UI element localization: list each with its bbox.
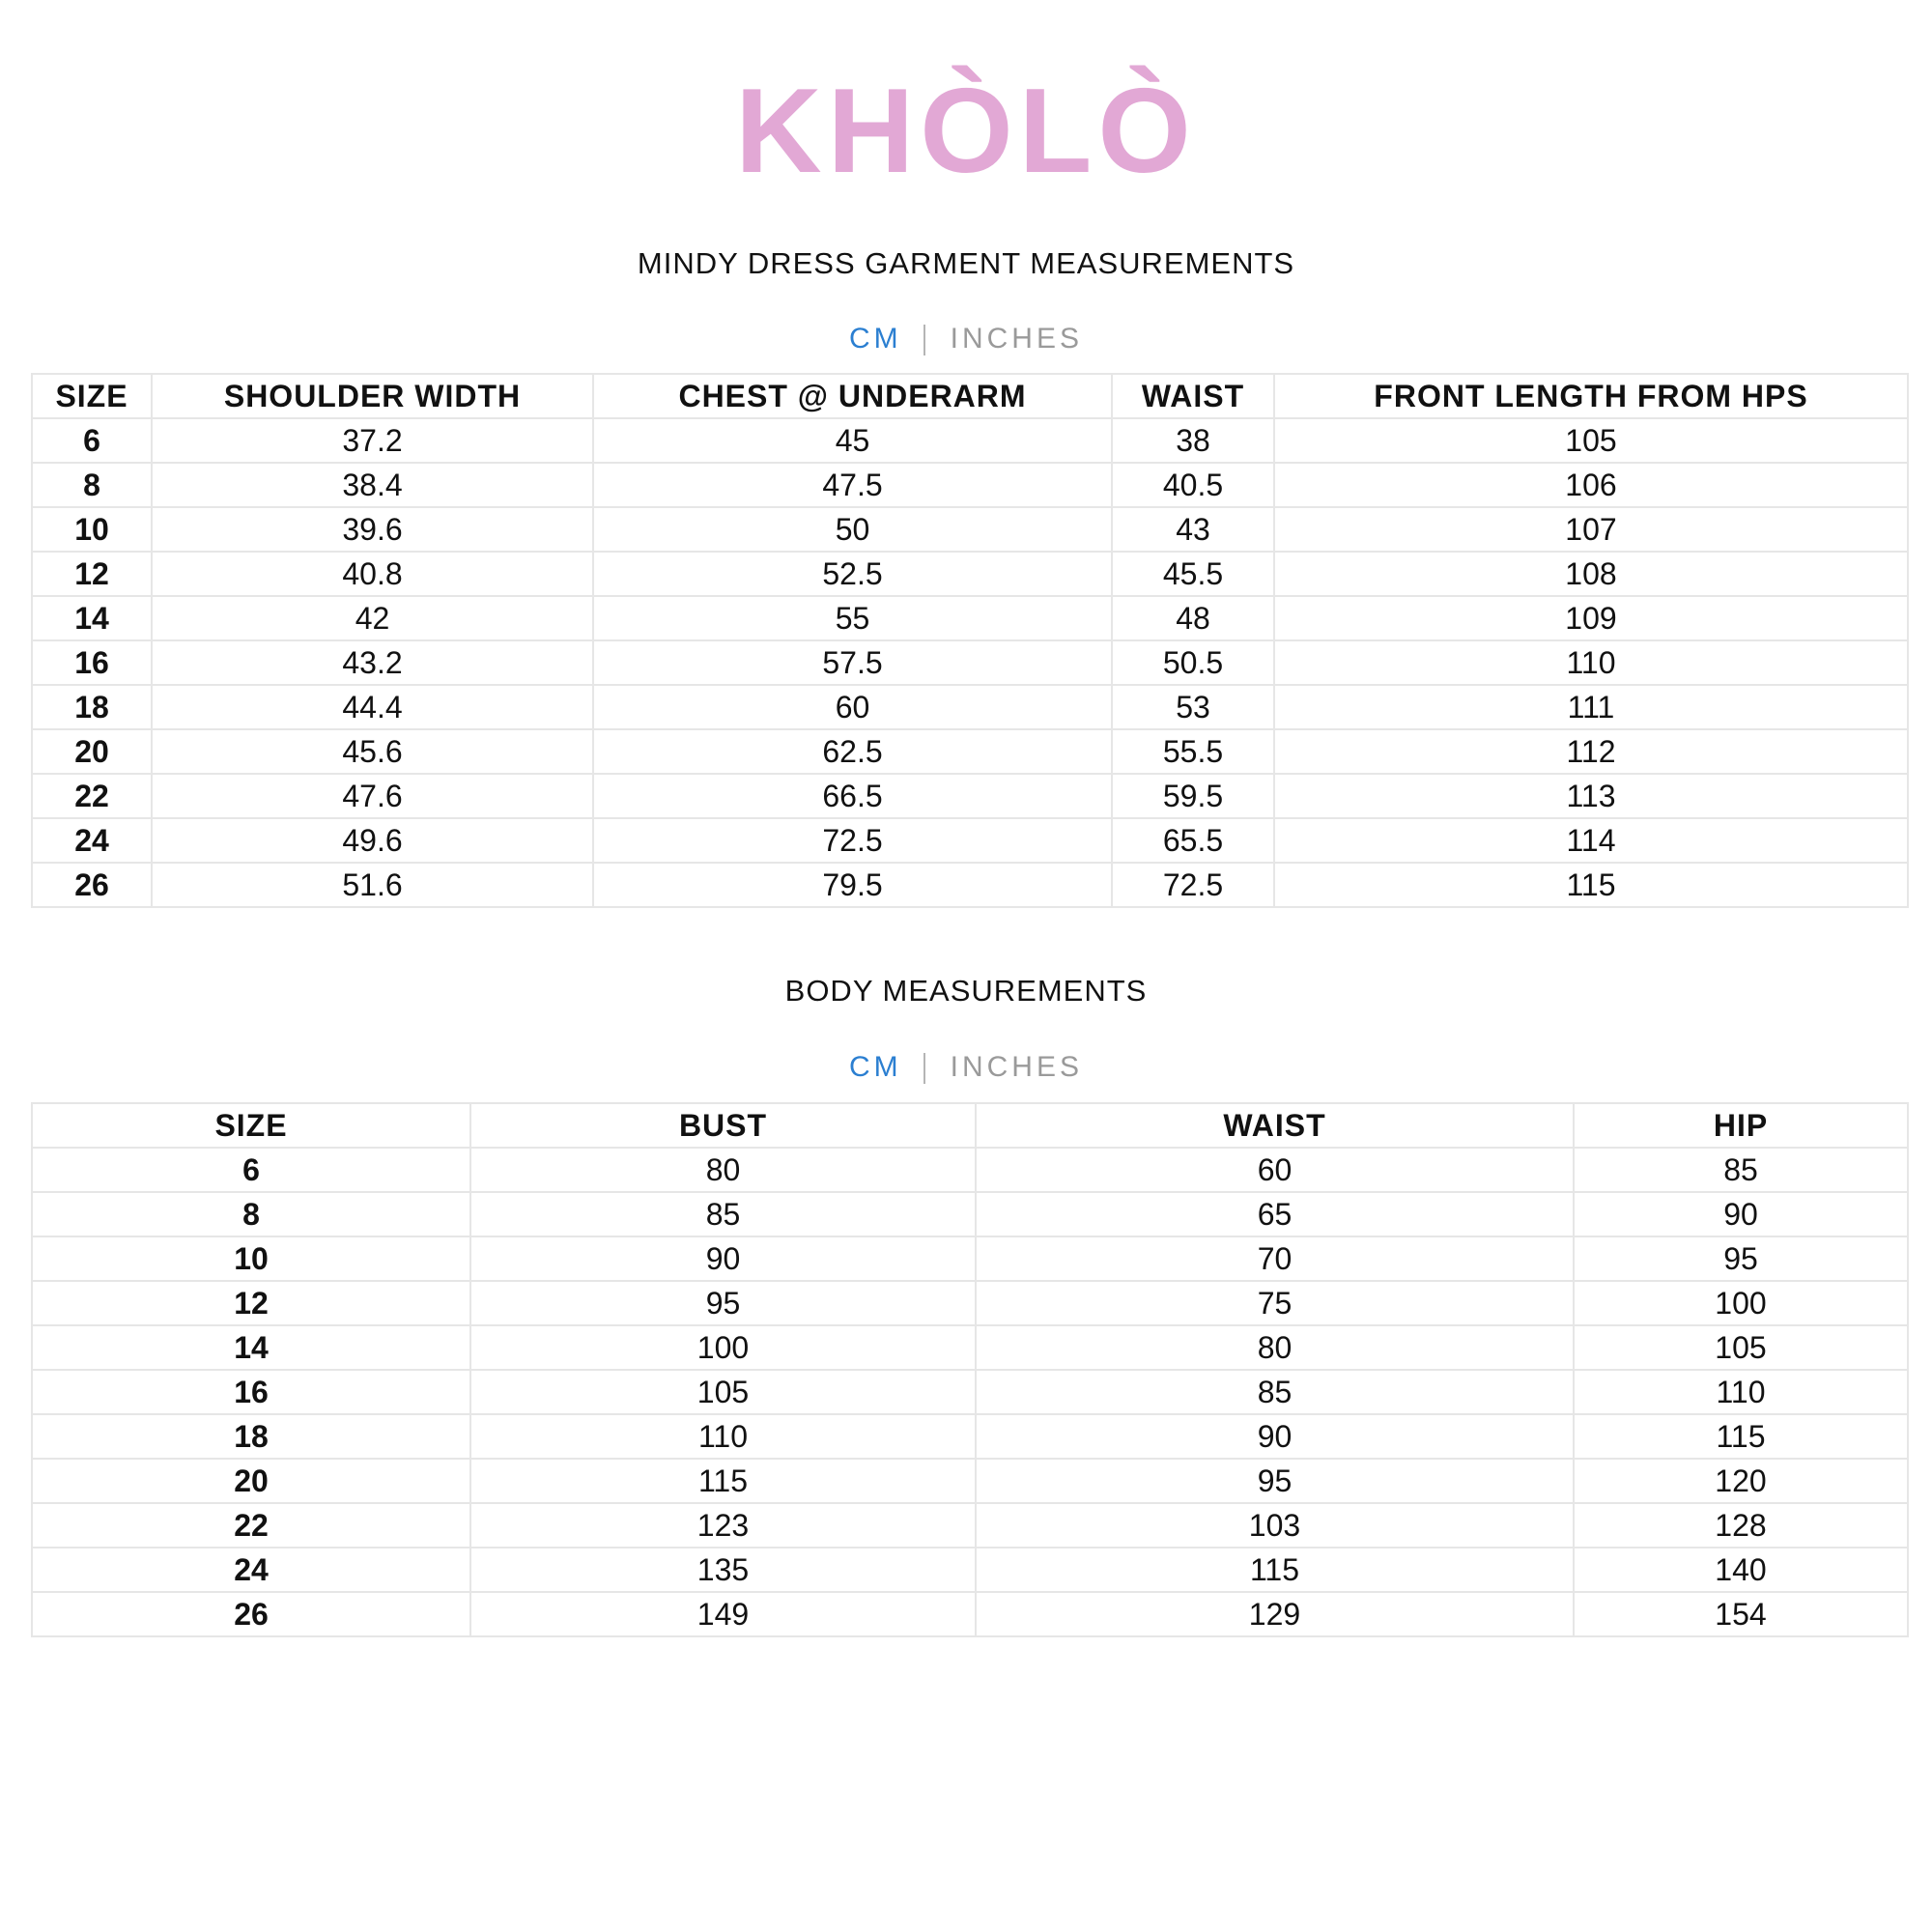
measurement-cell: 110 bbox=[470, 1414, 976, 1459]
measurement-cell: 38 bbox=[1112, 418, 1274, 463]
column-header: SIZE bbox=[32, 374, 152, 418]
measurement-cell: 154 bbox=[1574, 1592, 1908, 1636]
measurement-cell: 66.5 bbox=[593, 774, 1112, 818]
size-cell: 10 bbox=[32, 1236, 470, 1281]
measurement-cell: 50 bbox=[593, 507, 1112, 552]
table-row bbox=[32, 1548, 1908, 1592]
measurement-cell: 72.5 bbox=[1112, 863, 1274, 907]
measurement-cell: 52.5 bbox=[593, 552, 1112, 596]
measurement-cell: 39.6 bbox=[152, 507, 593, 552]
measurement-cell: 85 bbox=[470, 1192, 976, 1236]
measurement-cell: 55.5 bbox=[1112, 729, 1274, 774]
measurement-cell: 43.2 bbox=[152, 640, 593, 685]
measurement-cell: 105 bbox=[1274, 418, 1908, 463]
measurement-cell: 105 bbox=[470, 1370, 976, 1414]
measurement-cell: 95 bbox=[1574, 1236, 1908, 1281]
size-cell: 26 bbox=[32, 1592, 470, 1636]
table-row bbox=[32, 418, 1908, 463]
table-row bbox=[32, 1370, 1908, 1414]
table-row bbox=[32, 1192, 1908, 1236]
table-row bbox=[32, 863, 1908, 907]
size-cell: 22 bbox=[32, 774, 152, 818]
table-row bbox=[32, 685, 1908, 729]
measurement-cell: 115 bbox=[976, 1548, 1574, 1592]
measurement-cell: 95 bbox=[470, 1281, 976, 1325]
measurement-cell: 85 bbox=[1574, 1148, 1908, 1192]
measurement-cell: 51.6 bbox=[152, 863, 593, 907]
measurement-cell: 106 bbox=[1274, 463, 1908, 507]
unit-divider bbox=[923, 325, 925, 355]
measurement-cell: 129 bbox=[976, 1592, 1574, 1636]
measurement-cell: 90 bbox=[470, 1236, 976, 1281]
table-row bbox=[32, 729, 1908, 774]
measurement-cell: 57.5 bbox=[593, 640, 1112, 685]
table-row bbox=[32, 552, 1908, 596]
measurement-cell: 112 bbox=[1274, 729, 1908, 774]
measurement-cell: 100 bbox=[1574, 1281, 1908, 1325]
measurement-cell: 95 bbox=[976, 1459, 1574, 1503]
measurement-cell: 59.5 bbox=[1112, 774, 1274, 818]
measurement-cell: 79.5 bbox=[593, 863, 1112, 907]
measurement-cell: 90 bbox=[1574, 1192, 1908, 1236]
column-header: WAIST bbox=[976, 1103, 1574, 1148]
measurement-cell: 128 bbox=[1574, 1503, 1908, 1548]
size-cell: 6 bbox=[32, 418, 152, 463]
measurement-cell: 115 bbox=[470, 1459, 976, 1503]
size-cell: 24 bbox=[32, 1548, 470, 1592]
table-row bbox=[32, 1281, 1908, 1325]
measurement-cell: 60 bbox=[593, 685, 1112, 729]
measurement-cell: 45 bbox=[593, 418, 1112, 463]
column-header: BUST bbox=[470, 1103, 976, 1148]
measurement-cell: 37.2 bbox=[152, 418, 593, 463]
measurement-cell: 53 bbox=[1112, 685, 1274, 729]
measurement-cell: 45.5 bbox=[1112, 552, 1274, 596]
measurement-cell: 80 bbox=[470, 1148, 976, 1192]
size-cell: 6 bbox=[32, 1148, 470, 1192]
measurement-cell: 113 bbox=[1274, 774, 1908, 818]
garment-unit-inches[interactable]: INCHES bbox=[950, 323, 1083, 355]
measurement-cell: 100 bbox=[470, 1325, 976, 1370]
body-unit-inches[interactable]: INCHES bbox=[950, 1051, 1083, 1083]
size-cell: 16 bbox=[32, 1370, 470, 1414]
column-header: WAIST bbox=[1112, 374, 1274, 418]
size-cell: 12 bbox=[32, 1281, 470, 1325]
body-measurements-table bbox=[31, 1102, 1909, 1637]
table-row bbox=[32, 507, 1908, 552]
measurement-cell: 62.5 bbox=[593, 729, 1112, 774]
measurement-cell: 85 bbox=[976, 1370, 1574, 1414]
measurement-cell: 65.5 bbox=[1112, 818, 1274, 863]
size-cell: 16 bbox=[32, 640, 152, 685]
size-cell: 12 bbox=[32, 552, 152, 596]
table-row bbox=[32, 1503, 1908, 1548]
body-measurements-title: BODY MEASUREMENTS bbox=[784, 974, 1148, 1008]
measurement-cell: 43 bbox=[1112, 507, 1274, 552]
brand-logo: KHÒLÒ bbox=[735, 65, 1197, 198]
table-row bbox=[32, 774, 1908, 818]
measurement-cell: 60 bbox=[976, 1148, 1574, 1192]
measurement-cell: 65 bbox=[976, 1192, 1574, 1236]
size-cell: 22 bbox=[32, 1503, 470, 1548]
measurement-cell: 40.8 bbox=[152, 552, 593, 596]
table-header-row bbox=[32, 374, 1908, 418]
size-cell: 18 bbox=[32, 685, 152, 729]
table-row bbox=[32, 1325, 1908, 1370]
size-cell: 26 bbox=[32, 863, 152, 907]
table-header-row bbox=[32, 1103, 1908, 1148]
garment-unit-cm[interactable]: CM bbox=[848, 323, 902, 355]
size-cell: 20 bbox=[32, 729, 152, 774]
column-header: FRONT LENGTH FROM HPS bbox=[1274, 374, 1908, 418]
table-row bbox=[32, 1459, 1908, 1503]
measurement-cell: 47.6 bbox=[152, 774, 593, 818]
measurement-cell: 120 bbox=[1574, 1459, 1908, 1503]
table-row bbox=[32, 1236, 1908, 1281]
measurement-cell: 55 bbox=[593, 596, 1112, 640]
size-cell: 14 bbox=[32, 596, 152, 640]
measurement-cell: 149 bbox=[470, 1592, 976, 1636]
measurement-cell: 115 bbox=[1574, 1414, 1908, 1459]
measurement-cell: 103 bbox=[976, 1503, 1574, 1548]
column-header: HIP bbox=[1574, 1103, 1908, 1148]
body-unit-toggle bbox=[0, 1051, 1932, 1084]
measurement-cell: 80 bbox=[976, 1325, 1574, 1370]
garment-measurements-table bbox=[31, 373, 1909, 908]
table-row bbox=[32, 463, 1908, 507]
size-cell: 8 bbox=[32, 463, 152, 507]
measurement-cell: 107 bbox=[1274, 507, 1908, 552]
measurement-cell: 140 bbox=[1574, 1548, 1908, 1592]
measurement-cell: 75 bbox=[976, 1281, 1574, 1325]
column-header: SIZE bbox=[32, 1103, 470, 1148]
body-unit-cm[interactable]: CM bbox=[848, 1051, 902, 1083]
measurement-cell: 38.4 bbox=[152, 463, 593, 507]
measurement-cell: 115 bbox=[1274, 863, 1908, 907]
measurement-cell: 44.4 bbox=[152, 685, 593, 729]
measurement-cell: 109 bbox=[1274, 596, 1908, 640]
column-header: SHOULDER WIDTH bbox=[152, 374, 593, 418]
measurement-cell: 105 bbox=[1574, 1325, 1908, 1370]
table-row bbox=[32, 1414, 1908, 1459]
measurement-cell: 135 bbox=[470, 1548, 976, 1592]
measurement-cell: 111 bbox=[1274, 685, 1908, 729]
size-cell: 18 bbox=[32, 1414, 470, 1459]
measurement-cell: 50.5 bbox=[1112, 640, 1274, 685]
garment-unit-toggle bbox=[0, 323, 1932, 355]
measurement-cell: 45.6 bbox=[152, 729, 593, 774]
measurement-cell: 70 bbox=[976, 1236, 1574, 1281]
size-cell: 14 bbox=[32, 1325, 470, 1370]
measurement-cell: 72.5 bbox=[593, 818, 1112, 863]
size-cell: 24 bbox=[32, 818, 152, 863]
table-row bbox=[32, 596, 1908, 640]
garment-measurements-title: MINDY DRESS GARMENT MEASUREMENTS bbox=[637, 246, 1295, 280]
measurement-cell: 40.5 bbox=[1112, 463, 1274, 507]
table-row bbox=[32, 1592, 1908, 1636]
measurement-cell: 42 bbox=[152, 596, 593, 640]
measurement-cell: 90 bbox=[976, 1414, 1574, 1459]
table-row bbox=[32, 1148, 1908, 1192]
measurement-cell: 108 bbox=[1274, 552, 1908, 596]
measurement-cell: 49.6 bbox=[152, 818, 593, 863]
size-cell: 10 bbox=[32, 507, 152, 552]
table-row bbox=[32, 640, 1908, 685]
measurement-cell: 48 bbox=[1112, 596, 1274, 640]
measurement-cell: 110 bbox=[1574, 1370, 1908, 1414]
size-cell: 8 bbox=[32, 1192, 470, 1236]
size-cell: 20 bbox=[32, 1459, 470, 1503]
column-header: CHEST @ UNDERARM bbox=[593, 374, 1112, 418]
measurement-cell: 110 bbox=[1274, 640, 1908, 685]
measurement-cell: 47.5 bbox=[593, 463, 1112, 507]
table-row bbox=[32, 818, 1908, 863]
measurement-cell: 123 bbox=[470, 1503, 976, 1548]
measurement-cell: 114 bbox=[1274, 818, 1908, 863]
unit-divider bbox=[923, 1053, 925, 1084]
